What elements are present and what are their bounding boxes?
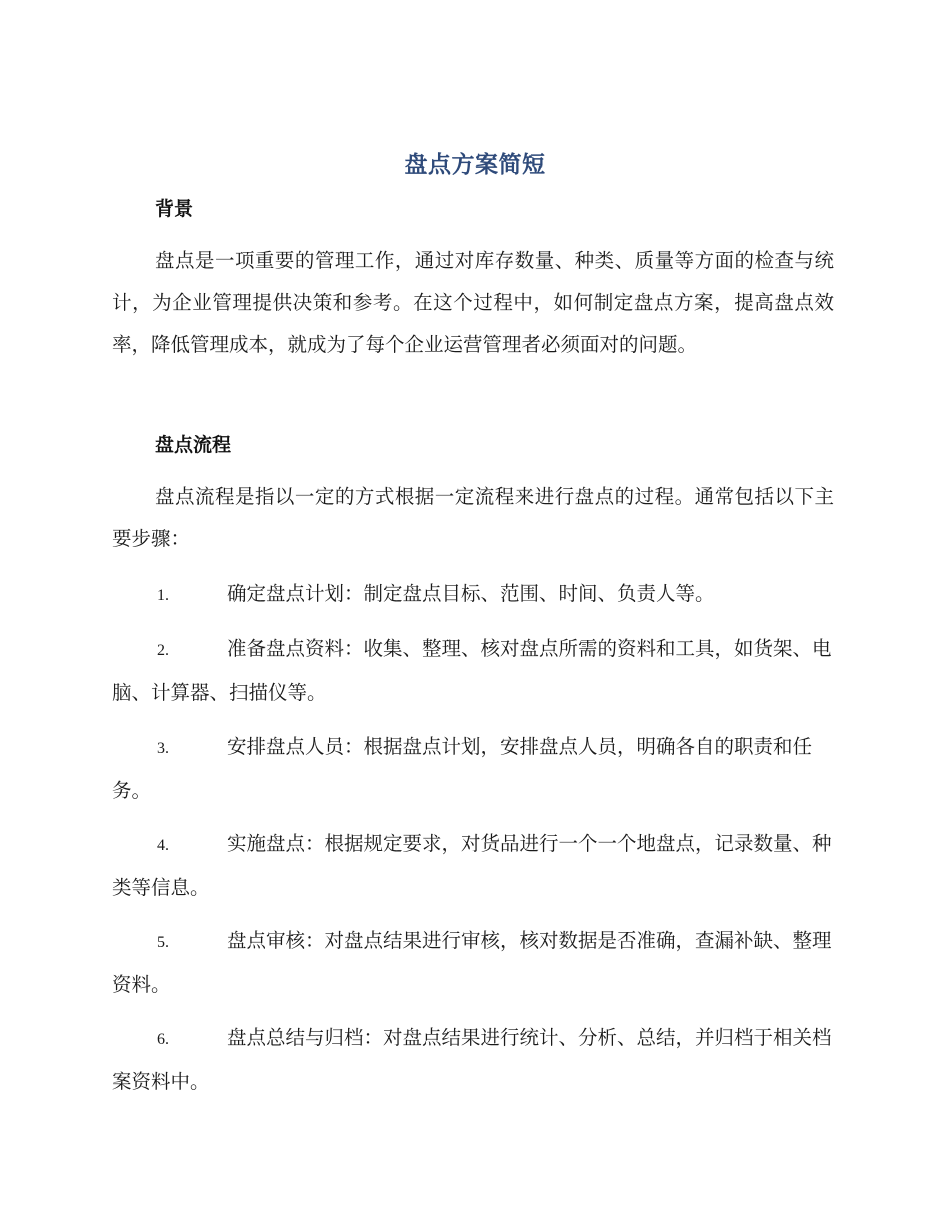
list-item-number: 5. [157,934,169,951]
list-item-number: 2. [157,642,169,659]
list-item-number: 1. [157,587,169,604]
list-item-text: 安排盘点人员：根据盘点计划，安排盘点人员，明确各自的职责和任务。 [112,735,813,802]
document-title: 盘点方案简短 [404,152,546,178]
list-item [112,823,834,909]
background-paragraph: 盘点是一项重要的管理工作，通过对库存数量、种类、质量等方面的检查与统计，为企业管理提供决策和参考。在这个过程中，如何制定盘点方案，提高盘点效率，降低管理成本，就成为了每个企业运营管理者必须面对的问题。 [112,249,834,356]
list-item [112,628,834,714]
list-item-text: 盘点审核：对盘点结果进行审核，核对数据是否准确，查漏补缺、整理资料。 [112,929,832,996]
section-heading-process: 盘点流程 [155,434,232,456]
list-item-number: 6. [157,1031,169,1048]
list-item [112,726,834,812]
list-item [112,573,834,617]
list-item-text: 实施盘点：根据规定要求，对货品进行一个一个地盘点，记录数量、种类等信息。 [112,832,832,899]
section-heading-background: 背景 [155,198,194,220]
list-item-number: 4. [157,837,169,854]
list-item-text: 确定盘点计划：制定盘点目标、范围、时间、负责人等。 [227,582,715,605]
list-item-text: 准备盘点资料：收集、整理、核对盘点所需的资料和工具，如货架、电脑、计算器、扫描仪等。 [112,637,832,704]
list-item-text: 盘点总结与归档：对盘点结果进行统计、分析、总结，并归档于相关档案资料中。 [112,1026,832,1093]
list-item-number: 3. [157,740,169,757]
list-item [112,1017,834,1103]
list-item [112,920,834,1006]
process-intro-paragraph: 盘点流程是指以一定的方式根据一定流程来进行盘点的过程。通常包括以下主要步骤： [112,485,834,550]
